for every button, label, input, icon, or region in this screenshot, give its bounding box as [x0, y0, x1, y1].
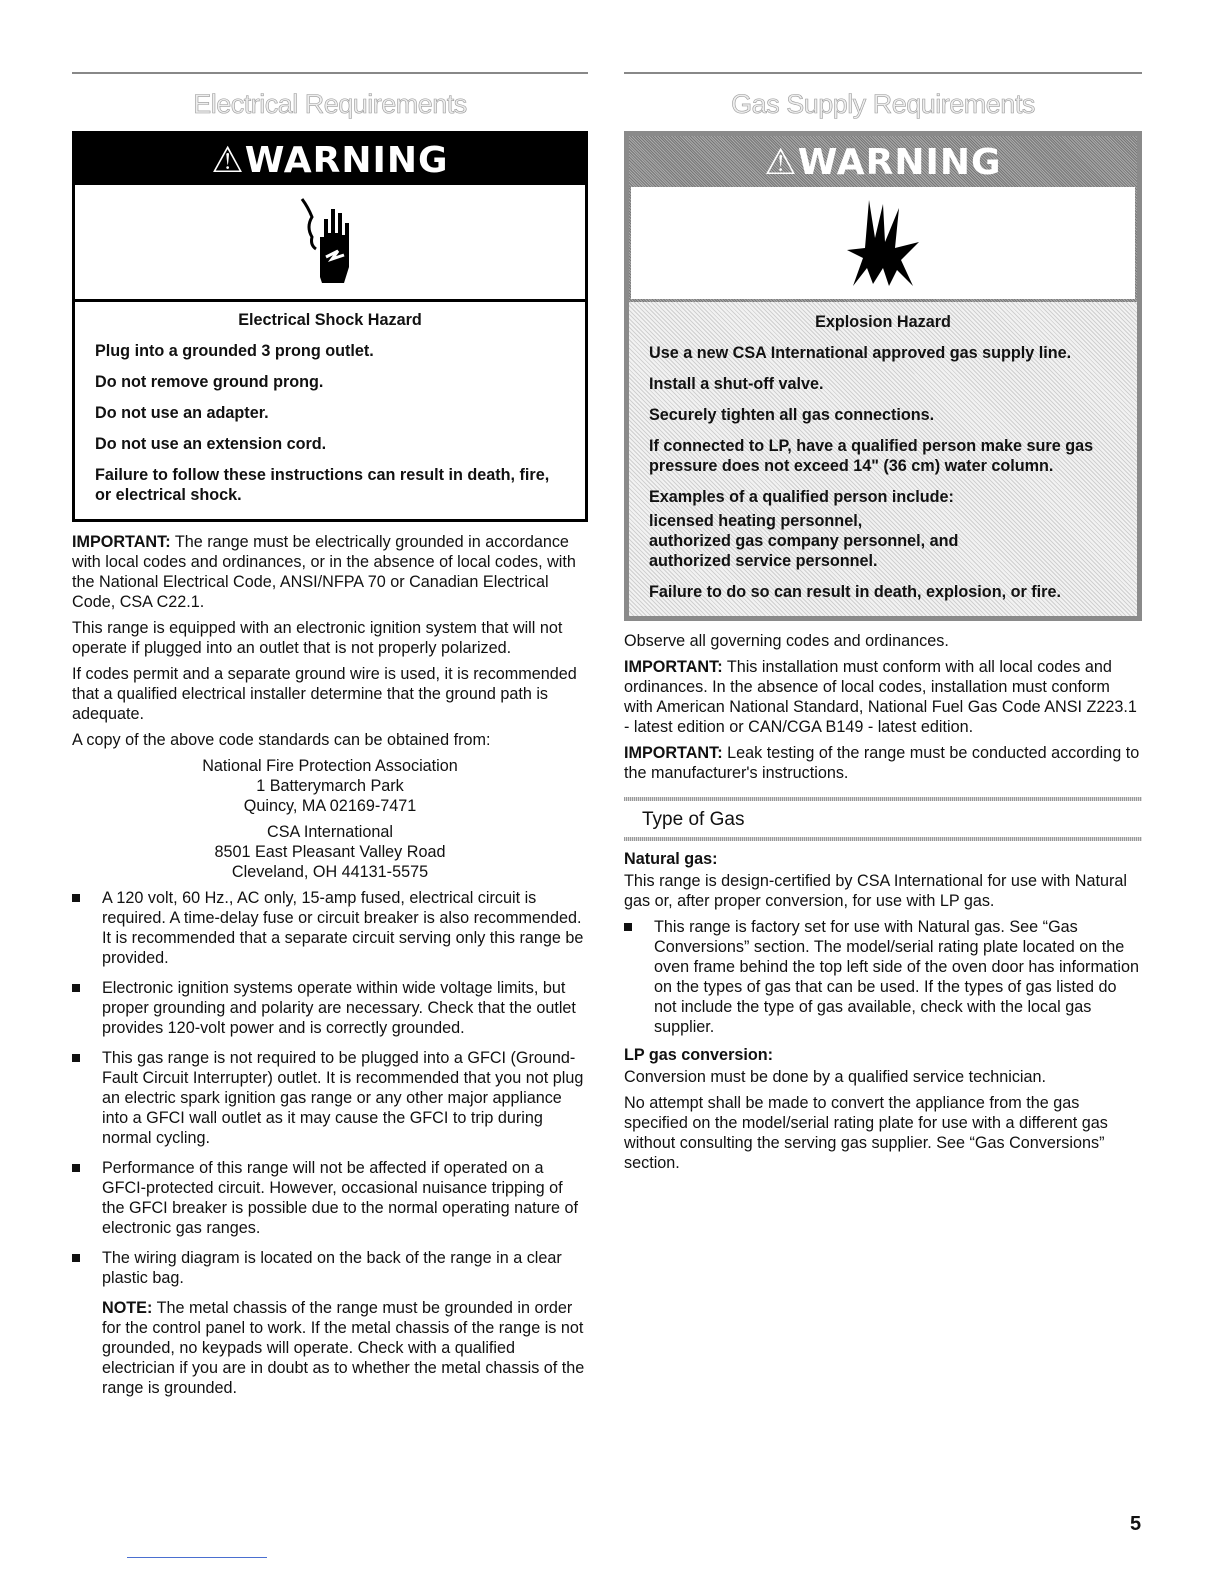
divider [624, 837, 1142, 841]
electrical-requirements-column [72, 72, 588, 1404]
type-of-gas-heading: Type of Gas [642, 809, 745, 830]
gas-body [624, 631, 1142, 1173]
warning-line: Do not use an adapter. [95, 404, 269, 422]
warning-line: Install a shut-off valve. [649, 375, 824, 393]
paragraph: A copy of the above code standards can be obtained from: [72, 731, 491, 749]
warning-line: Examples of a qualified person include: [649, 488, 954, 506]
address-line: CSA International [267, 823, 393, 841]
bullet-icon [72, 1164, 80, 1172]
list-item-text: A 120 volt, 60 Hz., AC only, 15-amp fused, electrical circuit is required. A time-delay fuse or circuit breaker is also recommended. It is recommended that a separate circuit serving only this range be provided. [102, 889, 584, 967]
qualified-persons [649, 511, 1117, 571]
warning-line: Use a new CSA International approved gas supply line. [649, 344, 1072, 362]
person-line: authorized service personnel. [649, 552, 878, 570]
paragraph: Observe all governing codes and ordinances. [624, 632, 949, 650]
paragraph: No attempt shall be made to convert the appliance from the gas specified on the model/serial rating plate for use with a different gas without consulting the serving gas supplier. See “Gas Conversions” section. [624, 1094, 1108, 1172]
paragraph: This range is equipped with an electronic ignition system that will not operate if plugged into an outlet that is not properly polarized. [72, 619, 563, 657]
warning-line: Failure to follow these instructions can result in death, fire, or electrical shock. [95, 466, 550, 504]
requirements-list [72, 888, 588, 1288]
warning-line: Do not remove ground prong. [95, 373, 324, 391]
icon-area [631, 187, 1135, 299]
warning-text [629, 302, 1137, 616]
lp-gas-conversion-label: LP gas conversion: [624, 1046, 774, 1064]
address-csa [72, 822, 588, 882]
paragraph: This range is design-certified by CSA International for use with Natural gas or, after proper conversion, for use with LP gas. [624, 872, 1127, 910]
footer-line [127, 1557, 267, 1558]
bullet-icon [72, 984, 80, 992]
warning-line: Securely tighten all gas connections. [649, 406, 935, 424]
paragraph: If codes permit and a separate ground wire is used, it is recommended that a qualified electrical installer determine that the ground path is adequate. [72, 665, 577, 723]
list-item [72, 1248, 588, 1288]
warning-label: WARNING [244, 140, 449, 181]
warning-triangle-icon: ⚠ [211, 140, 245, 181]
warning-line: Plug into a grounded 3 prong outlet. [95, 342, 374, 360]
warning-text [75, 302, 585, 519]
section-rule [624, 72, 1142, 74]
note-paragraph [72, 1298, 588, 1398]
section-rule [72, 72, 588, 74]
address-line: 1 Batterymarch Park [256, 777, 404, 795]
bullet-icon [72, 1054, 80, 1062]
person-line: authorized gas company personnel, and [649, 532, 959, 550]
important-paragraph [624, 657, 1142, 737]
page-number: 5 [1130, 1513, 1142, 1535]
electrical-body [72, 532, 588, 1398]
list-item [72, 888, 588, 968]
warning-triangle-icon: ⚠ [764, 142, 798, 183]
list-item-text: The wiring diagram is located on the back of the range in a clear plastic bag. [102, 1249, 562, 1287]
list-item-text: This gas range is not required to be plugged into a GFCI (Ground-Fault Circuit Interrupter) outlet. It is recommended that you not plug an electric spark ignition gas range or any other major appliance into a GFCI wall outlet as it may cause the GFCI to trip during normal cycling. [102, 1049, 584, 1147]
address-nfpa [72, 756, 588, 816]
electrical-warning-box [72, 131, 588, 522]
important-paragraph [624, 743, 1142, 783]
warning-line: Do not use an extension cord. [95, 435, 327, 453]
hazard-title: Explosion Hazard [815, 313, 951, 331]
address-line: 8501 East Pleasant Valley Road [214, 843, 446, 861]
list-item [72, 1048, 588, 1148]
list-item-text: Electronic ignition systems operate within wide voltage limits, but proper grounding and polarity are necessary. Check that the outlet provides 120-volt power and is correctly grounded. [102, 979, 576, 1037]
address-line: Quincy, MA 02169-7471 [243, 797, 417, 815]
hazard-title: Electrical Shock Hazard [238, 311, 422, 329]
note-text: The metal chassis of the range must be grounded in order for the control panel to work. If the metal chassis of the range is not grounded, no keypads will operate. Check with a qualified electrician if you are in doubt as to whether the metal chassis of the range is grounded. [102, 1299, 585, 1397]
natural-gas-list [624, 917, 1142, 1037]
list-item [72, 978, 588, 1038]
list-item [624, 917, 1142, 1037]
section-title: Electrical Requirements [193, 89, 467, 119]
important-text: The range must be electrically grounded in accordance with local codes and ordinances, or in the absence of local codes, with the National Electrical Code, ANSI/NFPA 70 or Canadian Electrical Code, CSA C22.1. [72, 533, 576, 611]
list-item [72, 1158, 588, 1238]
bullet-icon [72, 894, 80, 902]
important-label: IMPORTANT: [624, 658, 723, 676]
gas-warning-box [624, 131, 1142, 621]
section-title: Gas Supply Requirements [731, 89, 1035, 119]
paragraph: Conversion must be done by a qualified service technician. [624, 1068, 1047, 1086]
icon-area [75, 185, 585, 302]
natural-gas-label: Natural gas: [624, 850, 718, 868]
important-paragraph [72, 532, 588, 612]
important-label: IMPORTANT: [624, 744, 723, 762]
warning-header [629, 136, 1137, 187]
important-label: IMPORTANT: [72, 533, 171, 551]
warning-line: Failure to do so can result in death, explosion, or fire. [649, 583, 1061, 601]
address-line: Cleveland, OH 44131-5575 [231, 863, 429, 881]
warning-header [75, 134, 585, 185]
explosion-icon [843, 198, 923, 288]
important-text: Leak testing of the range must be conducted according to the manufacturer's instructions. [624, 744, 1140, 782]
note-label: NOTE: [102, 1299, 153, 1317]
list-item-text: This range is factory set for use with Natural gas. See “Gas Conversions” section. The model/serial rating plate located on the oven frame behind the top left side of the oven door has information on the types of gas that can be used. If the types of gas listed do not include the type of gas available, check with the local gas supplier. [654, 918, 1140, 1036]
list-item-text: Performance of this range will not be affected if operated on a GFCI-protected circuit. However, occasional nuisance tripping of the GFCI breaker is possible due to the normal operating nature of electronic gas ranges. [102, 1159, 578, 1237]
bullet-icon [72, 1254, 80, 1262]
important-text: This installation must conform with all local codes and ordinances. In the absence of local codes, installation must conform with American National Standard, National Fuel Gas Code ANSI Z223.1 - latest edition or CAN/CGA B149 - latest edition. [624, 658, 1137, 736]
electric-shock-hand-icon [300, 197, 360, 287]
address-line: National Fire Protection Association [202, 757, 458, 775]
warning-label: WARNING [797, 142, 1002, 183]
warning-line: If connected to LP, have a qualified person make sure gas pressure does not exceed 14" (36 cm) water column. [649, 437, 1094, 475]
person-line: licensed heating personnel, [649, 512, 863, 530]
gas-supply-requirements-column [624, 72, 1142, 1179]
bullet-icon [624, 923, 632, 931]
